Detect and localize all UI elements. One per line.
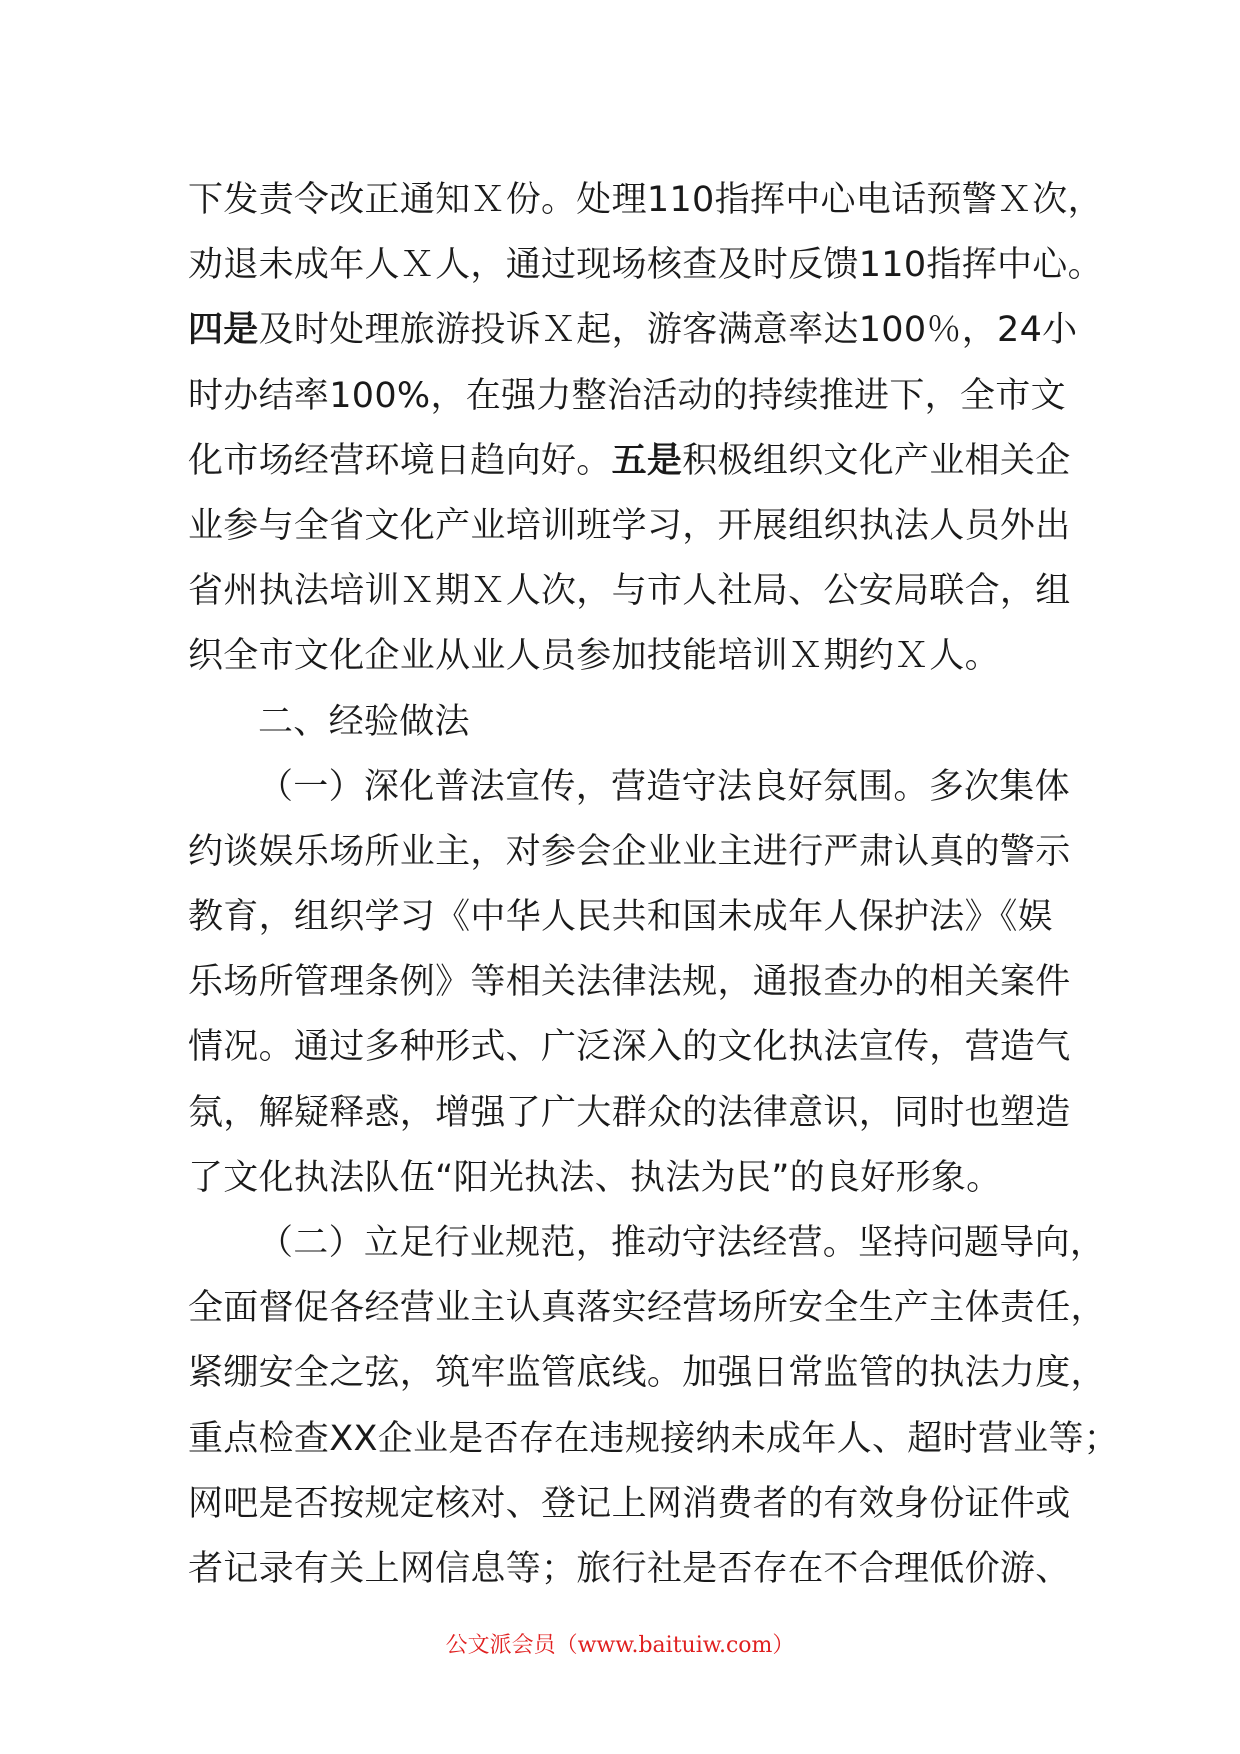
text-line (188, 820, 1088, 885)
line-text: 全面督促各经营业主认真落实经营场所安全生产主体责任， (188, 1288, 1106, 1329)
text-line (188, 1015, 1088, 1080)
line-text: 化市场经营环境日趋向好。 (188, 440, 612, 481)
document-body (188, 168, 1120, 1602)
line-text: 织全市文化企业从业人员参加技能培训Ｘ期约Ｘ人。 (188, 636, 1000, 677)
line-text: 重点检查XX企业是否存在违规接纳未成年人、超时营业等； (188, 1418, 1120, 1459)
text-line (188, 1276, 1106, 1341)
text-line (188, 1407, 1120, 1472)
line-text: （二）立足行业规范，推动守法经营。坚持问题导向， (258, 1223, 1106, 1263)
text-line (188, 429, 1088, 494)
text-line (188, 1537, 1088, 1602)
text-line (188, 1341, 1106, 1406)
text-line (188, 624, 1088, 689)
text-line (188, 1472, 1088, 1537)
line-text: 及时处理旅游投诉Ｘ起，游客满意率达100％，24小 (258, 310, 1078, 351)
line-text: 情况。通过多种形式、广泛深入的文化执法宣传，营造气 (188, 1027, 1071, 1068)
line-text: 约谈娱乐场所业主，对参会企业业主进行严肃认真的警示 (188, 831, 1071, 872)
line-text: （一）深化普法宣传，营造守法良好氛围。多次集体 (258, 766, 1070, 807)
text-line (188, 559, 1088, 624)
text-line (188, 494, 1088, 559)
line-text: 业参与全省文化产业培训班学习，开展组织执法人员外出 (188, 505, 1071, 546)
line-text: 积极组织文化产业相关企 (682, 440, 1071, 481)
line-text: 教育，组织学习《中华人民共和国未成年人保护法》《娱 (188, 897, 1054, 938)
line-text: 氛，解疑释惑，增强了广大群众的法律意识，同时也塑造 (188, 1092, 1071, 1133)
text-line (188, 690, 1088, 755)
text-line (188, 168, 1103, 233)
line-text: 乐场所管理条例》等相关法律法规，通报查办的相关案件 (188, 962, 1071, 1003)
text-line (188, 298, 1088, 363)
text-line (188, 885, 1088, 950)
line-text: 省州执法培训Ｘ期Ｘ人次，与市人社局、公安局联合，组 (188, 571, 1071, 612)
text-line (188, 1211, 1106, 1276)
text-line (188, 950, 1088, 1015)
line-text: 者记录有关上网信息等；旅行社是否存在不合理低价游、 (188, 1548, 1071, 1589)
text-line (188, 1081, 1088, 1146)
line-text: 二、经验做法 (258, 701, 470, 742)
text-line (188, 364, 1088, 429)
bold-lead-text: 五是 (611, 440, 683, 481)
footer-watermark: 公文派会员（www.baituiw.com） (445, 1633, 795, 1658)
line-text: 网吧是否按规定核对、登记上网消费者的有效身份证件或 (188, 1483, 1071, 1524)
line-text: 紧绷安全之弦，筑牢监管底线。加强日常监管的执法力度， (188, 1353, 1106, 1394)
line-text: 了文化执法队伍“阳光执法、执法为民”的良好形象。 (188, 1157, 1002, 1198)
line-text: 劝退未成年人Ｘ人，通过现场核查及时反馈110指挥中心。 (188, 245, 1103, 286)
text-line (188, 755, 1088, 820)
text-line (188, 233, 1103, 298)
line-text: 下发责令改正通知Ｘ份。处理110指挥中心电话预警Ｘ次， (188, 180, 1103, 220)
bold-lead-text: 四是 (188, 310, 259, 351)
text-line (188, 1146, 1088, 1211)
line-text: 时办结率100%，在强力整治活动的持续推进下，全市文 (188, 375, 1066, 416)
